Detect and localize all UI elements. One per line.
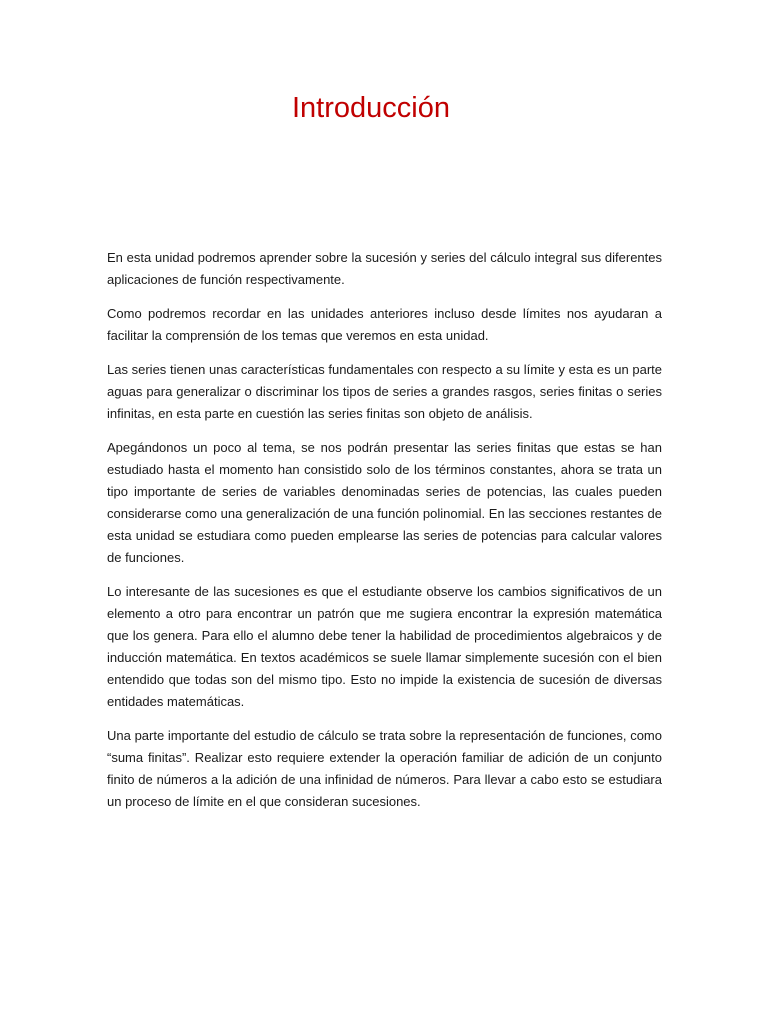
- page-title: Introducción: [292, 92, 450, 124]
- paragraph-3: Las series tienen unas características fundamentales con respecto a su límite y esta es un parte aguas para generalizar o discriminar los tipos de series a grandes rasgos, series finitas o series infinitas, en esta parte en cuestión las series finitas son objeto de análisis.: [107, 362, 662, 421]
- paragraph-4: Apegándonos un poco al tema, se nos podrán presentar las series finitas que estas se han estudiado hasta el momento han consistido solo de los términos constantes, ahora se trata un tipo importante de series de variables denominadas series de potencias, las cuales pueden considerarse como una generalización de una función polinomial. En las secciones restantes de esta unidad se estudiara como pueden emplearse las series de potencias para calcular valores de funciones.: [107, 440, 662, 565]
- paragraph-1: En esta unidad podremos aprender sobre la sucesión y series del cálculo integral sus diferentes aplicaciones de función respectivamente.: [107, 250, 662, 287]
- paragraph-5: Lo interesante de las sucesiones es que el estudiante observe los cambios significativos de un elemento a otro para encontrar un patrón que me sugiera encontrar la expresión matemática que los genera. Para ello el alumno debe tener la habilidad de procedimientos algebraicos y de inducción matemática. En textos académicos se suele llamar simplemente sucesión con el bien entendido que todas son del mismo tipo. Esto no impide la existencia de sucesión de diversas entidades matemáticas.: [107, 584, 662, 709]
- document-body: [107, 247, 662, 825]
- paragraph-6: Una parte importante del estudio de cálculo se trata sobre la representación de funciones, como “suma finitas”. Realizar esto requiere extender la operación familiar de adición de un conjunto finito de números a la adición de una infinidad de números. Para llevar a cabo esto se estudiara un proceso de límite en el que consideran sucesiones.: [107, 728, 662, 809]
- paragraph-2: Como podremos recordar en las unidades anteriores incluso desde límites nos ayudaran a facilitar la comprensión de los temas que veremos en esta unidad.: [107, 306, 662, 343]
